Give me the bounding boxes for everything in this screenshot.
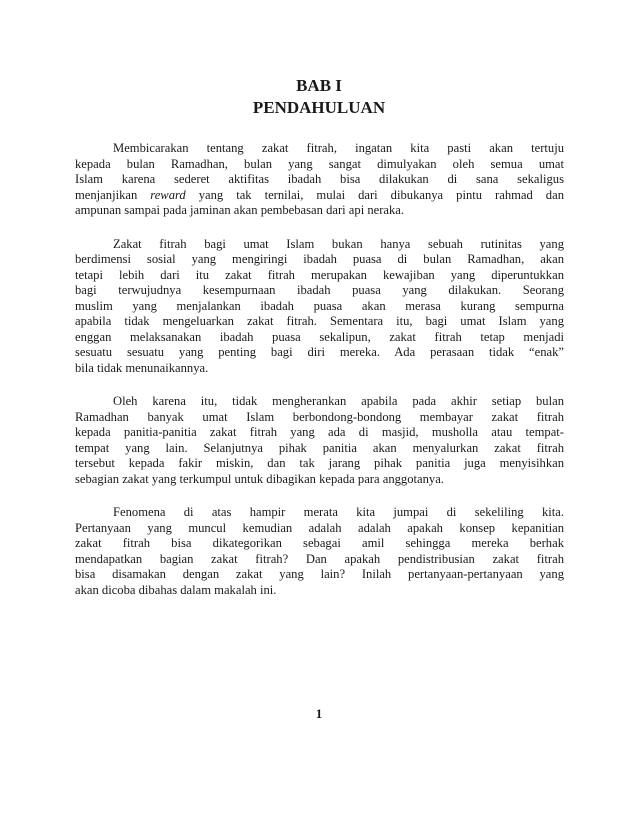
paragraph: [75, 394, 564, 487]
line-text-after: yang tak ternilai, mulai dari dibukanya pintu rahmad dan: [185, 187, 564, 202]
paragraph-line: Fenomena di atas hampir merata kita jumpai di sekeliling kita.: [113, 505, 564, 519]
paragraph-line: berdimensi sosial yang mengiringi ibadah puasa di bulan Ramadhan, akan: [75, 252, 564, 266]
paragraph-line: Pertanyaan yang muncul kemudian adalah adalah apakah konsep kepanitian: [75, 520, 564, 535]
paragraph-line: Zakat fitrah bagi umat Islam bukan hanya sebuah rutinitas yang: [113, 236, 564, 251]
paragraph-line: apabila tidak mengeluarkan zakat fitrah. Sementara itu, bagi umat Islam yang: [75, 314, 564, 328]
paragraph-line: akan dicoba dibahas dalam makalah ini.: [75, 582, 277, 597]
paragraph-line: [75, 188, 564, 204]
paragraph-line: tetapi lebih dari itu zakat fitrah merupakan kewajiban yang diperuntukkan: [75, 267, 564, 282]
paragraph-line: kepada bulan Ramadhan, bulan yang sangat dimulyakan oleh semua umat: [75, 156, 564, 171]
chapter-title: PENDAHULUAN: [252, 98, 386, 117]
line-text-before: menjanjikan: [75, 187, 151, 202]
paragraph-line: zakat fitrah bisa dikategorikan sebagai amil sehingga mereka berhak: [75, 536, 564, 550]
paragraph-line: muslim yang menjalankan ibadah puasa akan merasa kurang sempurna: [75, 298, 564, 313]
paragraph-line: Ramadhan banyak umat Islam berbondong-bondong membayar zakat fitrah: [75, 409, 564, 424]
paragraph-line: kepada panitia-panitia zakat fitrah yang ada di masjid, musholla atau tempat-: [75, 425, 564, 439]
paragraph-line: enggan melaksanakan ibadah puasa sekalipun, zakat fitrah tetap menjadi: [75, 329, 564, 344]
paragraph-line: sesuatu sesuatu yang penting bagi diri mereka. Ada perasaan tidak “enak”: [75, 345, 564, 359]
chapter-number: BAB I: [296, 76, 342, 95]
paragraph-line: Islam karena sederet aktifitas ibadah bisa dilakukan di sana sekaligus: [75, 172, 564, 186]
paragraph-line: tersebut kepada fakir miskin, dan tak jarang pihak panitia juga menyisihkan: [75, 456, 564, 470]
paragraph-line: bisa disamakan dengan zakat yang lain? Inilah pertanyaan-pertanyaan yang: [75, 567, 564, 581]
page-number: 1: [315, 706, 323, 721]
paragraph: [75, 141, 564, 219]
italic-term: reward: [150, 187, 186, 202]
paragraph-line: mendapatkan bagian zakat fitrah? Dan apakah pendistribusian zakat fitrah: [75, 551, 564, 566]
paragraph: [75, 237, 564, 377]
paragraph-line: ampunan sampai pada jaminan akan pembebasan dari api neraka.: [75, 203, 405, 217]
paragraph-line: bagi terwujudnya kesempurnaan ibadah puasa yang dilakukan. Seorang: [75, 283, 564, 297]
document-body: [75, 141, 564, 616]
paragraph-line: sebagian zakat yang terkumpul untuk dibagikan kepada para anggotanya.: [75, 471, 444, 486]
paragraph-line: tempat yang lain. Selanjutnya pihak panitia akan menyalurkan zakat fitrah: [75, 440, 564, 455]
paragraph: [75, 505, 564, 598]
paragraph-line: Oleh karena itu, tidak mengherankan apabila pada akhir setiap bulan: [113, 394, 564, 408]
paragraph-line: bila tidak menunaikannya.: [75, 360, 209, 375]
paragraph-line: Membicarakan tentang zakat fitrah, ingatan kita pasti akan tertuju: [113, 141, 564, 155]
